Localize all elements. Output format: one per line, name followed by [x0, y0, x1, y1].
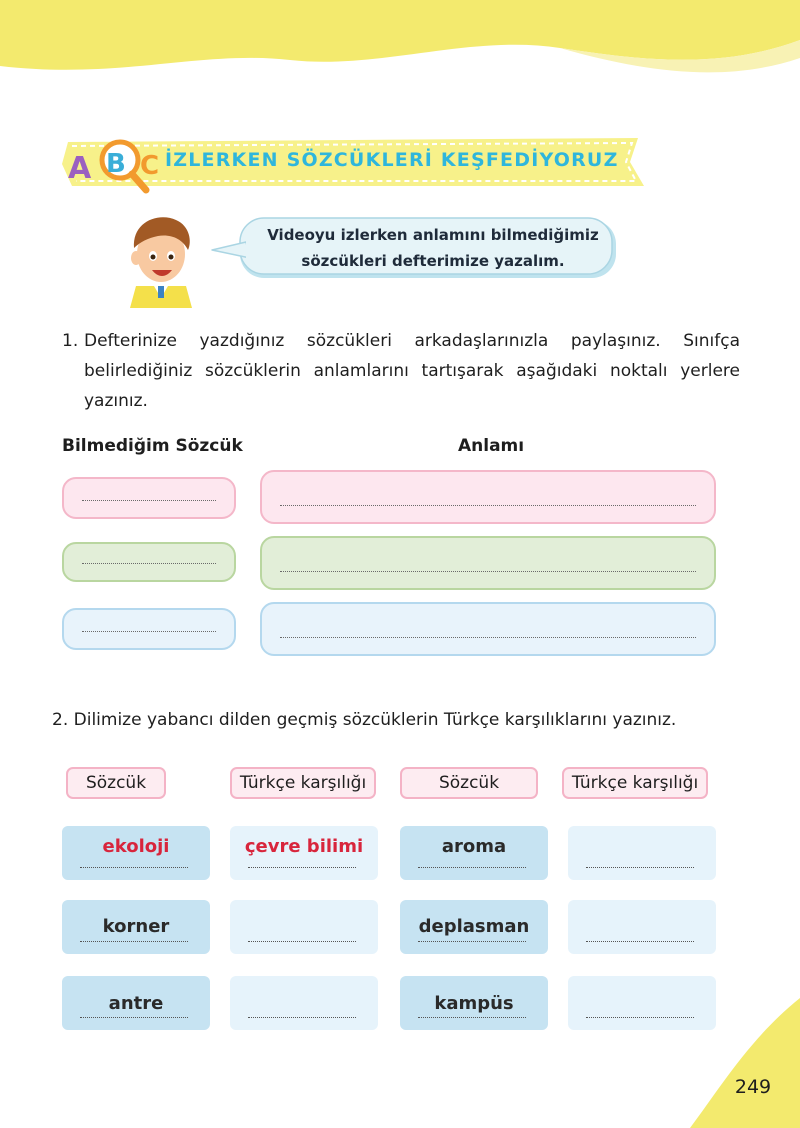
- dotted-line: [280, 571, 696, 572]
- column-header-word: Bilmediğim Sözcük: [62, 436, 243, 456]
- question-1-number: 1.: [62, 331, 79, 351]
- meaning-answer-box-1[interactable]: [260, 470, 716, 524]
- word-text: korner: [102, 916, 170, 937]
- boy-character-icon: [118, 212, 204, 308]
- word-cell: [400, 900, 548, 954]
- dotted-line: [280, 505, 696, 506]
- question-2-number: 2.: [52, 710, 69, 730]
- svg-text:C: C: [140, 151, 160, 181]
- meaning-answer-box-3[interactable]: [260, 602, 716, 656]
- word-text: kampüs: [434, 993, 514, 1014]
- word-answer-box-3[interactable]: [62, 608, 236, 650]
- word-text: ekoloji: [102, 836, 170, 857]
- dotted-line: [80, 1017, 188, 1018]
- word-text: aroma: [441, 836, 507, 857]
- dotted-line: [248, 867, 356, 868]
- speech-line-2: sözcükleri defterimize yazalım.: [301, 252, 565, 270]
- word-text: antre: [108, 993, 164, 1014]
- question-2-text: Dilimize yabancı dilden geçmiş sözcüklerin Türkçe karşılıklarını yazınız.: [73, 710, 677, 730]
- translation-cell[interactable]: [568, 900, 716, 954]
- translation-cell[interactable]: [230, 900, 378, 954]
- dotted-line: [586, 1017, 694, 1018]
- header-word-2: Sözcük: [400, 767, 538, 799]
- word-cell: [62, 976, 210, 1030]
- header-translation-1: Türkçe karşılığı: [230, 767, 376, 799]
- translation-cell[interactable]: [568, 826, 716, 880]
- dotted-line: [82, 563, 216, 564]
- word-cell: [62, 826, 210, 880]
- dotted-line: [586, 941, 694, 942]
- word-cell: [400, 976, 548, 1030]
- dotted-line: [418, 867, 526, 868]
- column-header-meaning: Anlamı: [458, 436, 525, 456]
- top-wave-decoration: [0, 0, 800, 90]
- meaning-answer-box-2[interactable]: [260, 536, 716, 590]
- speech-text: [248, 222, 618, 278]
- translation-cell[interactable]: [568, 976, 716, 1030]
- page-number: 249: [734, 1076, 772, 1098]
- dotted-line: [280, 637, 696, 638]
- dotted-line: [248, 941, 356, 942]
- word-answer-box-1[interactable]: [62, 477, 236, 519]
- word-cell: [62, 900, 210, 954]
- translation-cell[interactable]: [230, 976, 378, 1030]
- translation-cell[interactable]: [230, 826, 378, 880]
- abc-magnifier-icon: [62, 130, 162, 194]
- dotted-line: [418, 1017, 526, 1018]
- question-2: [52, 705, 676, 735]
- dotted-line: [586, 867, 694, 868]
- header-word-1: Sözcük: [66, 767, 166, 799]
- dotted-line: [80, 941, 188, 942]
- question-1: [62, 326, 740, 416]
- word-cell: [400, 826, 548, 880]
- translation-text: çevre bilimi: [244, 836, 364, 857]
- dotted-line: [82, 500, 216, 501]
- dotted-line: [248, 1017, 356, 1018]
- svg-text:B: B: [106, 149, 126, 179]
- header-translation-2: Türkçe karşılığı: [562, 767, 708, 799]
- dotted-line: [82, 631, 216, 632]
- banner-title: İZLERKEN SÖZCÜKLERİ KEŞFEDİYORUZ: [165, 149, 619, 171]
- svg-text:A: A: [68, 151, 92, 186]
- speech-line-1: Videoyu izlerken anlamını bilmediğimiz: [267, 226, 599, 244]
- question-1-text: Defterinize yazdığınız sözcükleri arkadaşlarınızla paylaşınız. Sınıfça belirlediğiniz sözcüklerin anlamlarını tartışarak aşağıdaki noktalı yerlere yazınız.: [84, 331, 740, 411]
- word-answer-box-2[interactable]: [62, 542, 236, 582]
- dotted-line: [80, 867, 188, 868]
- word-text: deplasman: [418, 916, 530, 937]
- dotted-line: [418, 941, 526, 942]
